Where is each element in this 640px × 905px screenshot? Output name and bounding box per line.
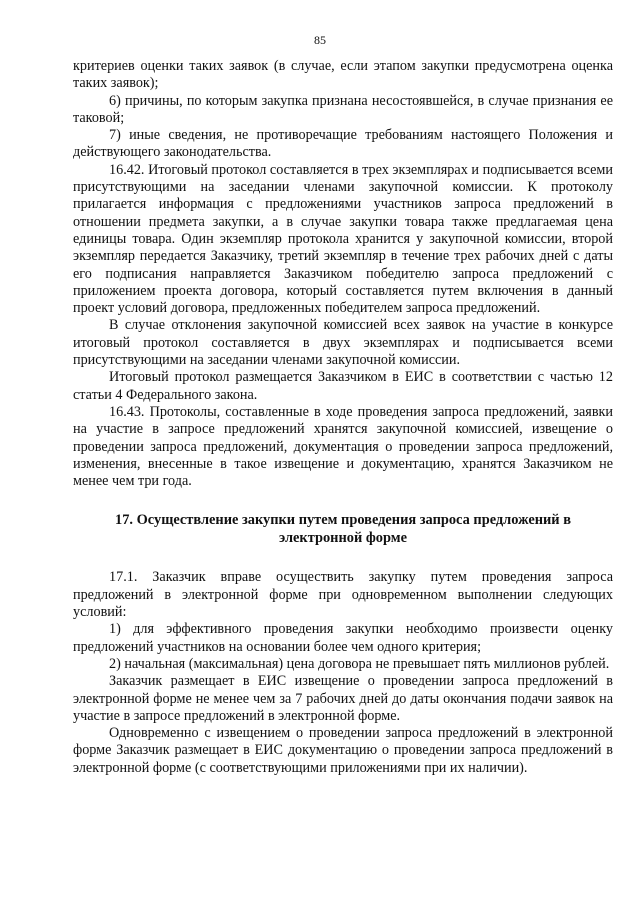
paragraph-17-1: 17.1. Заказчик вправе осуществить закупку путем проведения запроса предложений в электронной форме при одновременном выполнении следующих условий: xyxy=(73,569,613,621)
paragraph-condition-1: 1) для эффективного проведения закупки необходимо произвести оценку предложений участников на основании более чем одного критерия; xyxy=(73,621,613,655)
section-heading: 17. Осуществление закупки путем проведения запроса предложений в электронной форме xyxy=(115,512,571,547)
paragraph-criteria-continuation: критериев оценки таких заявок (в случае, если этапом закупки предусмотрена оценка таких заявок); xyxy=(73,58,613,92)
paragraph-item-6: 6) причины, по которым закупка признана несостоявшейся, в случае признания ее таковой; xyxy=(73,92,613,126)
paragraph-16-42: 16.42. Итоговый протокол составляется в трех экземплярах и подписывается всеми присутствующими на заседании членами закупочной комиссии. К протоколу прилагается информация с предложениями участников запроса предложений в отношении предмета закупки, а в случае закупки товара также предлагаемая цена единицы товара. Один экземпляр протокола хранится у закупочной комиссии, второй экземпляр передается Заказчику, третий экземпляр в течение трех рабочих дней с даты его подписания направляется Заказчиком победителю запроса предложений с приложением проекта договора, который составляется путем включения в данный проект условий договора, предложенных победителем запроса предложений. xyxy=(73,161,613,317)
paragraph-rejection-case: В случае отклонения закупочной комиссией всех заявок на участие в конкурсе итоговый протокол составляется в двух экземплярах и подписывается всеми присутствующими на заседании членами закупочной комиссии. xyxy=(73,317,613,369)
page-number: 85 xyxy=(314,33,326,47)
paragraph-documentation-posting: Одновременно с извещением о проведении запроса предложений в электронной форме Заказчик размещает в ЕИС документацию о проведении запроса предложений в электронной форме (с соответствующими приложениями при их наличии). xyxy=(73,725,613,776)
page-body xyxy=(73,58,613,777)
paragraph-16-43: 16.43. Протоколы, составленные в ходе проведения запроса предложений, заявки на участие в запросе предложений хранятся закупочной комиссией, извещение о проведении запроса предложений, документация о проведении запроса предложений, изменения, внесенные в такое извещение и документацию, хранятся Заказчиком не менее чем три года. xyxy=(73,403,613,490)
paragraph-protocol-posting: Итоговый протокол размещается Заказчиком в ЕИС в соответствии с частью 12 статьи 4 Федерального закона. xyxy=(73,369,613,403)
paragraph-notice-posting: Заказчик размещает в ЕИС извещение о проведении запроса предложений в электронной форме не менее чем за 7 рабочих дней до даты окончания подачи заявок на участие в запросе предложений в электронной форме. xyxy=(73,673,613,724)
paragraph-item-7: 7) иные сведения, не противоречащие требованиям настоящего Положения и действующего законодательства. xyxy=(73,127,613,161)
paragraph-condition-2: 2) начальная (максимальная) цена договора не превышает пять миллионов рублей. xyxy=(109,655,610,672)
